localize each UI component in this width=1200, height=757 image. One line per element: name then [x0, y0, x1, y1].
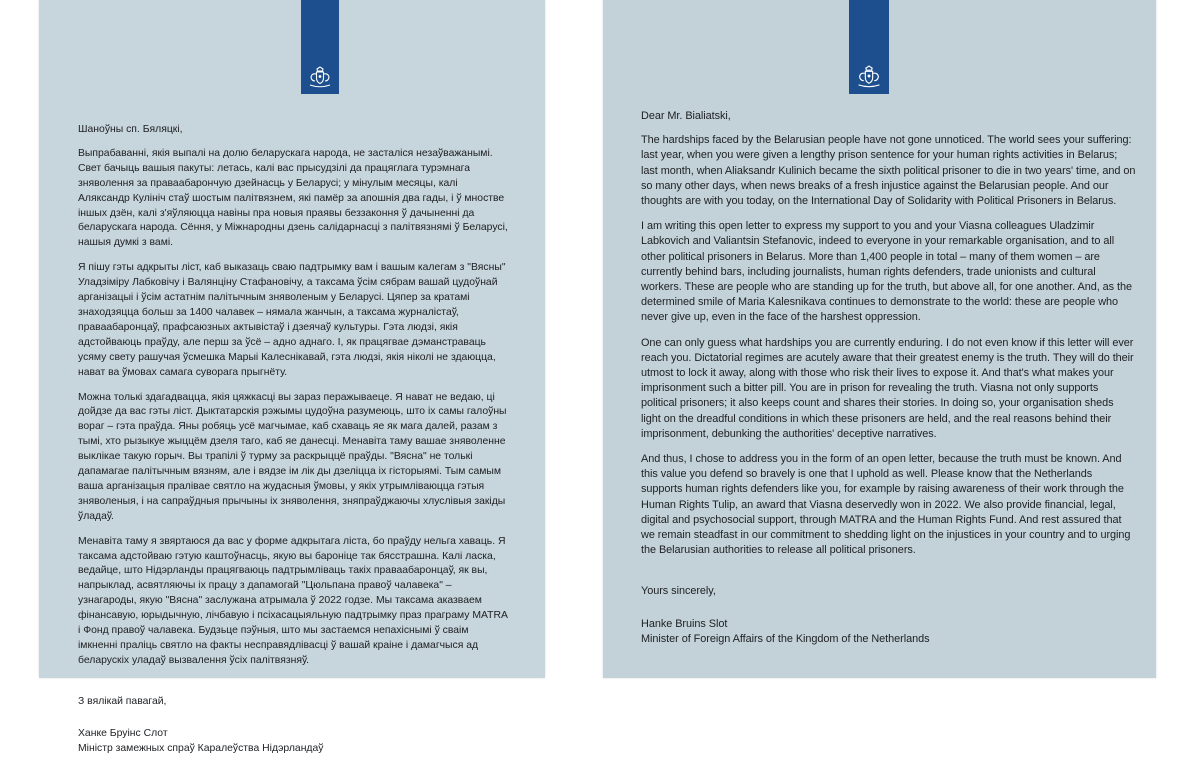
signatory-title: Minister of Foreign Affairs of the Kingdom of the Netherlands: [641, 632, 930, 645]
paragraph: I am writing this open letter to express my support to you and your Viasna colleagues Uladzimir Labkovich and Valiantsin Stefanovic, indeed to everyone in your remarkable organisation, and to all other political prisoners in Belarus. More than 1,400 people in total – many of them women – are currently behind bars, including journalists, human rights defenders, trade unionists and cultural workers. These are people who are standing up for the truth, but above all, for one another. And, as the determined smile of Maria Kalesnikava continues to demonstrate to the world: these are people who never give up, even in the face of the harshest oppression.: [641, 220, 1133, 324]
letter-body: [641, 109, 1136, 647]
signatory-name: Ханке Бруінс Слот: [78, 727, 168, 739]
paragraph: Я пішу гэты адкрыты ліст, каб выказаць сваю падтрымку вам і вашым калегам з "Вясны" Уладзіміру Лабковічу і Валянціну Стафановічу, а таксама ўсім сябрам вашай цудоўнай арганізацыі і ўсім астатнім палітычным зняволеным у Беларусі. Цяпер за кратамі знаходзяцца больш за 1400 чалавек – нямала жанчын, а таксама журналістаў, праваабаронцаў, прафсаюзных актывістаў і дзеячаў культуры. Гэта людзі, якія адстойваюць праўду, але перш за ўсё – адно аднаго. І, як працягвае дэманстраваць усяму свету рашучая ўсмешка Марыі Калеснікавай, гэта людзі, якія ніколі не здаюцца, нават ва ўмовах самага суворага прыгнёту.: [78, 262, 506, 378]
dutch-royal-coat-of-arms-icon: [855, 65, 883, 88]
letter-page-belarusian: [39, 0, 545, 754]
signatory-name: Hanke Bruins Slot: [641, 617, 728, 630]
paragraph: One can only guess what hardships you are currently enduring. I do not even know if this letter will ever reach you. Dictatorial regimes are acutely aware that their greatest enemy is the truth. They will do their utmost to lock it away, along with those who risk their lives to expose it. And that's what makes your imprisonment such a bitter pill. You are in prison for revealing the truth. Viasna not only supports political prisoners; it also keeps count and shares their stories. In doing so, your organisation sheds light on the dreadful conditions in which these prisoners are held, and the real reasons behind their imprisonment, debunking the authorities' deceptive narratives.: [641, 336, 1134, 440]
paragraph: Менавіта таму я звяртаюся да вас у форме адкрытага ліста, бо праўду нельга хаваць. Я таксама адстойваю гэтую каштоўнасць, якую вы бароніце так бясстрашна. Калі ласка, ведайце, што Нідэрланды працягваюць падтрымліваць такіх праваабаронцаў, як вы, напрыклад, асвятляючы іх працу з дапамогай "Цюльпана правоў чалавека" – узнагароды, якую "Вясна" заслужана атрымала ў 2022 годзе. Мы таксама аказваем фінансавую, юрыдычную, лічбавую і псіхасацыяльную падтрымку праз праграму MATRA і Фонд правоў чалавека. Будзьце пэўныя, што мы застаемся непахіснымі ў сваім імкненні праліць святло на факты несправядлівасці ў вашай краіне і дамагчыся ад беларускіх уладаў вызвалення ўсіх палітвязняў.: [78, 535, 508, 666]
emblem-band: [849, 0, 889, 94]
closing: З вялікай павагай,: [78, 695, 167, 707]
paragraph: Выпрабаванні, якія выпалі на долю беларускага народа, не засталіся незаўважанымі. Свет бачыць вашыя пакуты: летась, калі вас прысудзілі да працяглага турэмнага зняволення за праваабарончую дзейнасць у Беларусі; у мінулым месяцы, калі Аляксандр Кулініч стаў шостым палітвязнем, які памёр за апошнія два гады, і ў мностве іншых дзён, калі з'яўляюцца навіны пра новыя праявы беззаконня ў дачыненні да беларускага народа. Сёння, у Міжнародны дзень салідарнасці з палітвязнямі ў Беларусі, нашыя думкі з вамі.: [78, 147, 508, 249]
signatory-title: Міністр замежных спраў Каралеўства Нідэрландаў: [78, 742, 324, 754]
salutation: Dear Mr. Bialiatski,: [641, 110, 731, 122]
letter-body: [78, 123, 510, 757]
closing: Yours sincerely,: [641, 585, 716, 598]
salutation: Шаноўны сп. Бяляцкі,: [78, 124, 183, 135]
dutch-royal-coat-of-arms-icon: [307, 66, 333, 88]
paragraph: Можна толькі здагадвацца, якія цяжкасці вы зараз перажываеце. Я нават не ведаю, ці дойдзе да вас гэты ліст. Дыктатарскія рэжымы цудоўна разумеюць, што іх самы галоўны вораг – гэта праўда. Яны робяць усё магчымае, каб схаваць яе як мага далей, разам з тымі, хто рызыкуе жыццём дзеля таго, каб яе данесці. Менавіта таму вашае зняволенне выклікае такую горыч. Вы трапілі ў турму за раскрыццё праўды. "Вясна" не толькі дапамагае палітычным вязням, але і вядзе ім лік ды дзеліцца іх гісторыямі. Тым самым ваша арганізацыя пралівае святло на жудасныя ўмовы, у якіх утрымліваюцца гэтыя зняволеныя, і на сапраўдныя прычыны іх зняволення, зняпраўджаючы хлуслівыя закіды ўладаў.: [78, 391, 507, 522]
letter-page-english: [603, 0, 1156, 678]
paragraph: And thus, I chose to address you in the form of an open letter, because the truth must be known. And this value you defend so bravely is one that I uphold as well. Please know that the Netherlands supports human rights defenders like you, for example by raising awareness of their work through the Human Rights Tulip, an award that Viasna deservedly won in 2022. We also provide financial, legal, digital and psychosocial support, through MATRA and the Human Rights Fund. And rest assured that we remain steadfast in our commitment to shedding light on the injustices in your country and to urging the Belarusian authorities to release all political prisoners.: [641, 453, 1131, 557]
paragraph: The hardships faced by the Belarusian people have not gone unnoticed. The world sees your suffering: last year, when you were given a lengthy prison sentence for your human rights activities in Belarus; last month, when Aliaksandr Kulinich became the sixth political prisoner to die in two years' time, and on so many other days, when news breaks of a fresh injustice against the Belarusian people. And our thoughts are with you today, on the International Day of Solidarity with Political Prisoners in Belarus.: [641, 134, 1136, 208]
emblem-band: [301, 0, 339, 94]
